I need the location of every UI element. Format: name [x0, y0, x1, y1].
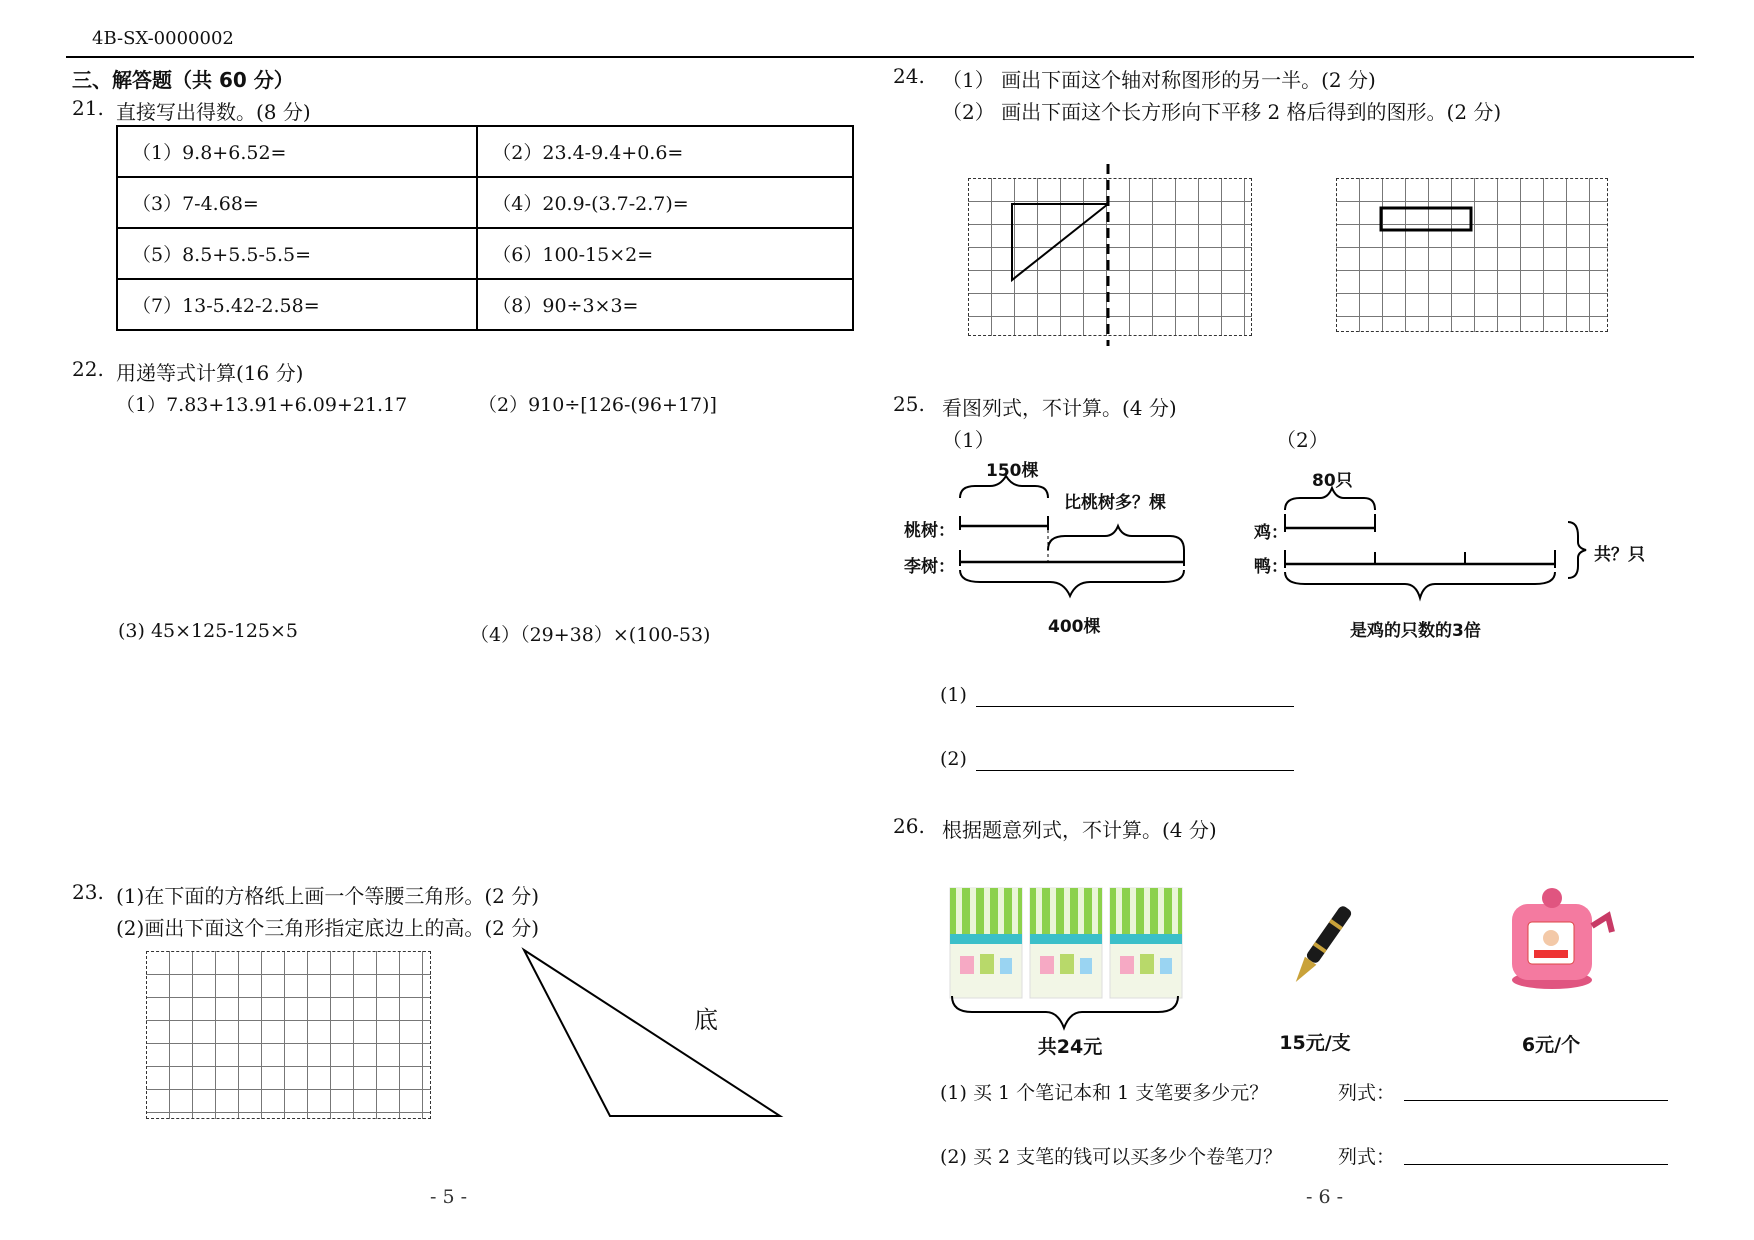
q23-line2: (2)画出下面这个三角形指定底边上的高。(2 分) [116, 916, 540, 940]
q26-formula2-field[interactable] [1404, 1164, 1668, 1165]
table-row [117, 126, 853, 177]
calc-item-2: （2）23.4-9.4+0.6= [477, 126, 853, 177]
pen-image [1286, 896, 1356, 996]
q21-table [116, 125, 854, 331]
rectangle-shape [1381, 208, 1471, 230]
calc-item-3: （3）7-4.68= [117, 177, 477, 228]
brace-chicken [1285, 488, 1375, 510]
d2-top-label: 80只 [1312, 471, 1353, 491]
q21-prompt: 直接写出得数。(8 分) [116, 100, 311, 124]
q25-answer1-field[interactable] [976, 706, 1294, 707]
brace-side [1568, 522, 1586, 578]
section-title: 三、解答题（共 60 分） [72, 68, 294, 92]
brace-total [960, 570, 1184, 596]
table-row [117, 177, 853, 228]
notebook-2 [1030, 888, 1102, 998]
q23-line1: (1)在下面的方格纸上画一个等腰三角形。(2 分) [116, 884, 540, 908]
calc-item-5: （5）8.5+5.5-5.5= [117, 228, 477, 279]
page-number-right: - 6 - [1306, 1186, 1344, 1208]
q22-part4: （4）（29+38）×(100-53) [470, 624, 711, 646]
q24-symmetry-figure [960, 160, 1260, 350]
pencil-sharpener-image [1496, 876, 1616, 996]
q22-part3: (3) 45×125-125×5 [118, 620, 299, 642]
pen-price-label: 15元/支 [1279, 1032, 1351, 1054]
q22-part2: （2）910÷[126-(96+17)] [478, 394, 717, 416]
notebook-price-label: 共24元 [1037, 1036, 1103, 1058]
d2-row2-label: 鸭： [1254, 557, 1288, 577]
q26-question1: (1) 买 1 个笔记本和 1 支笔要多少元？ [940, 1082, 1269, 1104]
q26-formula2-label: 列式： [1338, 1146, 1396, 1168]
table-row [117, 279, 853, 330]
brace-more [1048, 526, 1184, 550]
q26-number: 26. [893, 814, 925, 838]
q26-prompt: 根据题意列式，不计算。(4 分) [942, 818, 1217, 842]
q25-diagram2-label: （2） [1276, 428, 1329, 452]
triangle-shape [524, 950, 780, 1116]
d1-more-label: 比桃树多？棵 [1064, 493, 1166, 513]
q24-line1: （1） 画出下面这个轴对称图形的另一半。(2 分) [942, 68, 1376, 92]
q22-prompt: 用递等式计算(16 分) [116, 361, 304, 385]
calc-item-8: （8）90÷3×3= [477, 279, 853, 330]
header-rule [66, 56, 1694, 58]
brace-duck [1285, 572, 1555, 598]
q26-formula1-label: 列式： [1338, 1082, 1396, 1104]
q23-grid-paper[interactable] [146, 951, 431, 1119]
d1-top-label: 150棵 [986, 461, 1039, 481]
q24-rectangle-figure [1336, 178, 1606, 330]
q25-answer2-label: (2) [940, 748, 967, 770]
q23-number: 23. [72, 880, 104, 904]
d1-row1-label: 桃树： [904, 521, 955, 541]
q22-number: 22. [72, 357, 104, 381]
table-row [117, 228, 853, 279]
q25-number: 25. [893, 392, 925, 416]
notebooks-brace [946, 992, 1186, 1036]
half-figure [1012, 204, 1108, 280]
q25-answer1-label: (1) [940, 684, 967, 706]
d2-side-label: 共？只 [1594, 545, 1645, 565]
q21-number: 21. [72, 96, 104, 120]
d2-bottom-label: 是鸡的只数的3倍 [1350, 621, 1481, 641]
page-number-left: - 5 - [430, 1186, 468, 1208]
calc-item-4: （4）20.9-(3.7-2.7)= [477, 177, 853, 228]
notebook-1 [950, 888, 1022, 998]
q22-part1: （1）7.83+13.91+6.09+21.17 [116, 394, 408, 416]
notebook-3 [1110, 888, 1182, 998]
q25-diagram1-label: （1） [942, 428, 995, 452]
q24-line2: （2） 画出下面这个长方形向下平移 2 格后得到的图形。(2 分) [942, 100, 1502, 124]
q25-diagram2 [1240, 480, 1620, 620]
q25-diagram1 [900, 470, 1220, 620]
q23-base-label: 底 [694, 1006, 718, 1034]
calc-item-6: （6）100-15×2= [477, 228, 853, 279]
q25-prompt: 看图列式，不计算。(4 分) [942, 396, 1177, 420]
q26-question2: (2) 买 2 支笔的钱可以买多少个卷笔刀？ [940, 1146, 1283, 1168]
sharpener-price-label: 6元/个 [1521, 1034, 1581, 1056]
doc-code: 4B-SX-0000002 [92, 28, 234, 49]
q24-number: 24. [893, 64, 925, 88]
d1-total-label: 400棵 [1048, 617, 1101, 637]
q23-triangle [510, 940, 800, 1130]
d2-row1-label: 鸡： [1254, 523, 1288, 543]
calc-item-7: （7）13-5.42-2.58= [117, 279, 477, 330]
q26-formula1-field[interactable] [1404, 1100, 1668, 1101]
d1-row2-label: 李树： [904, 557, 955, 577]
q25-answer2-field[interactable] [976, 770, 1294, 771]
calc-item-1: （1）9.8+6.52= [117, 126, 477, 177]
